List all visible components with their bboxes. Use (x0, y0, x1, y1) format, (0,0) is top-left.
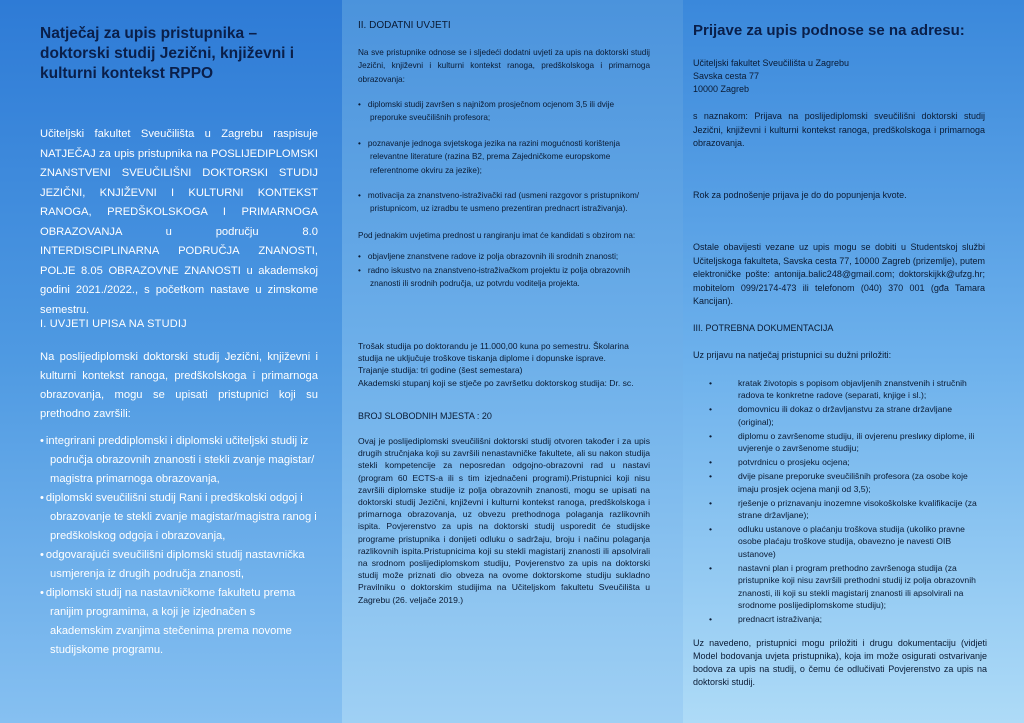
documents-footer: Uz navedeno, pristupnici mogu priložiti i drugu dokumentaciju (vidjeti Model bodovanja uvjeta pristupnika), koja im može osigurati ostvarivanje bodova za upis na studij, o čemu će odlučivati Povjerenstvo za upis na doktorski studij. (693, 638, 987, 687)
degree-text: Akademski stupanj koji se stječe po završetku doktorskog studija: Dr. sc. (358, 377, 634, 388)
cost-block (358, 340, 650, 389)
admission-list (40, 432, 318, 660)
page-title: Natječaj za upis pristupnika – doktorski studij Jezični, književni i kulturni kontekst RPPO (40, 25, 295, 82)
list-item: • diplomski studij na nastavničkome fakultetu prema ranijim programima, a koji je izjednačen s akademskim zvanjima stečenima prema novome studijskome programu. (40, 584, 318, 660)
section-heading-documents: III. POTREBNA DOKUMENTACIJA (693, 323, 834, 333)
list-item: • poznavanje jednoga svjetskoga jezika na razini mogućnosti korištenja relevantne literature (razina B2, prema Zajedničkome europskome referentnome okviru za jezike); (358, 137, 650, 177)
list-item: • kratak životopis s popisom objavljenih znanstvenih i stručnih radova te konkretne radove (separati, knjige i sl.); (709, 377, 987, 402)
list-item: • prednacrt istraživanja; (709, 613, 987, 625)
places-heading: BROJ SLOBODNIH MJESTA : 20 (358, 411, 492, 421)
address-line: Učiteljski fakultet Sveučilišta u Zagrebu (693, 58, 850, 68)
list-item: • diplomu o završenome studiju, ili ovjerenu preslику diplome, ili uvjerenje o završenome studiju; (709, 430, 987, 455)
intro-paragraph: Učiteljski fakultet Sveučilišta u Zagrebu raspisuje NATJEČAJ za upis pristupnika na POSLIJEDIPLOMSKI ZNANSTVENI SVEUČILIŠNI DOKTORSKI STUDIJ JEZIČNI, KNJIŽEVNI I KULTURNI KONTEKST RANOGA, PREDŠKOLSKOGA I PRIMARNOGA OBRAZOVANJA u području 8.0 INTERDISCIPLINARNA PODRUČJA ZNANOSTI, POLJE 8.05 OBRAZOVNE ZNANOSTI u akademskoj godini 2021./2022., s početkom nastave u zimskome semestru. (40, 128, 318, 316)
list-item: • objavljene znanstvene radove iz polja obrazovnih ili srodnih znanosti; (358, 250, 650, 263)
preference-text: Pod jednakim uvjetima prednost u rangiranju imat će kandidati s obzirom na: (358, 231, 636, 240)
applications-title: Prijave za upis podnose se na adresu: (693, 22, 965, 39)
list-item: • odgovarajući sveučilišni diplomski studij nastavnička usmjerenja iz drugih područja znanosti, (40, 546, 318, 584)
list-item: • radno iskustvo na znanstveno-istraživačkom projektu iz polja obrazovnih znanosti ili srodnih područja, uz potvrdu voditelja projekta. (358, 264, 650, 290)
documents-intro: Uz prijavu na natječaj pristupnici su dužni priložiti: (693, 350, 892, 360)
cost-text: Trošak studija po doktorandu je 11.000,00 kuna po semestru. Školarina studija ne uključuje troškove tiskanja diplome i dopunske isprave. (358, 341, 629, 364)
study-info-paragraph: Ovaj je poslijediplomski sveučilišni doktorski studij otvoren također i za upis drugih stručnjaka koji su završili nenastavničke fakultete, ali su nakon studija stekli kompetencije za neposredan odgojno-obrazovni rad u nastavi (program 60 ECTS-a ili s tim izjednačeni programi).Pristupnici koji nisu završili diplomske studije iz polja obrazovnih znanosti, mogu se upisati na doktorski studij Jezični, književni i kulturni kontekst ranoga, predškolskoga i primarnoga obrazovanja, uz obvezu prethodnoga polaganja razlikovnih ispita. Povjerenstvo za upis na doktorski studij usporedit će studijske programe pristupnika i donijeti odluku o sadržaju, broju i načinu polaganja razlikovnih ispita.Pristupnicima koji su stekli magistarij znanosti ili apsolvirali na srodnom poslijediplomskom studiju, Povjerenstvo za upis na doktorski studij može priznati dio obveza na ovome doktorskome studiju sukladno Pravilniku o doktorskim studijima na Učiteljskom fakultetu Sveučilišta u Zagrebu (26. veljače 2019.) (358, 436, 650, 605)
left-panel (0, 0, 342, 723)
section-heading-admission: I. UVJETI UPISA NA STUDIJ (40, 318, 187, 330)
admission-text: Na poslijediplomski doktorski studij Jezični, književni i kulturni kontekst ranoga, predškolskoga i primarnoga obrazovanja, mogu se upisati pristupnici koji su prethodno završili: (40, 351, 318, 420)
additional-intro: Na sve pristupnike odnose se i sljedeći dodatni uvjeti za upis na doktorski studij Jezični, književni i kulturni kontekst ranoga, predškolskoga i primarnoga obrazovanja: (358, 48, 650, 84)
list-item: • diplomski studij završen s najnižom prosječnom ocjenom 3,5 ili dvije preporuke sveučilišnih profesora; (358, 98, 650, 125)
preference-list (358, 250, 650, 291)
additional-conditions-list (358, 98, 650, 228)
list-item: • odluku ustanove o plaćanju troškova studija (ukoliko pravne osobe plaćaju troškove studija, obavezno je navesti OIB ustanove) (709, 523, 987, 560)
list-item: • dvije pisane preporuke sveučilišnih profesora (za osobe koje imaju prosjek ocjena manji od 3,5); (709, 470, 987, 495)
contact-info: Ostale obavijesti vezane uz upis mogu se dobiti u Studentskoj službi Učiteljskoga fakulteta, Savska cesta 77, 10000 Zagreb (prizemlje), putem elektroničke pošte: antonija.balic248@gmail.com; doktorskijkk@ufzg.hr; mobitelom 099/2174-473 ili telefonom (040) 370 001 (gđa Tamara Kancijan). (693, 242, 985, 307)
list-item: • rješenje o priznavanju inozemne visokoškolske kvalifikacije (za strane državljane); (709, 497, 987, 522)
address-line: Savska cesta 77 (693, 71, 760, 81)
duration-text: Trajanje studija: tri godine (šest semestara) (358, 365, 523, 376)
list-item: • diplomski sveučilišni studij Rani i predškolski odgoj i obrazovanje te stekli zvanje magistar/magistra ranog i predškolskog odgoja i obrazovanja, (40, 489, 318, 546)
list-item: • motivacija za znanstveno-istraživački rad (usmeni razgovor s pristupnikom/ pristupnicom, uz izradbu te usmeno prezentiran prednacrt istraživanja). (358, 189, 650, 216)
documents-list (709, 377, 987, 627)
application-note: s naznakom: Prijava na poslijediplomski sveučilišni doktorski studij Jezični, književni i kulturni kontekst ranoga, predškolskoga i primarnoga obrazovanja. (693, 111, 985, 149)
section-heading-additional: II. DODATNI UVJETI (358, 20, 451, 31)
list-item: • nastavni plan i program prethodno završenoga studija (za pristupnike koji nisu završili prethodni studij iz polja obrazovnih znanosti, ili koji su stekli magistarij znanosti ili apsolvirali na srodnome poslijediplomskome studiju); (709, 562, 987, 612)
middle-panel (342, 0, 683, 723)
list-item: • integrirani preddiplomski i diplomski učiteljski studij iz područja obrazovnih znanosti i stekli zvanje magistar/ magistra primarnoga obrazovanja, (40, 432, 318, 489)
list-item: • potvrdnicu o prosjeku ocjena; (709, 456, 987, 468)
address-block (693, 57, 849, 96)
list-item: • domovnicu ili dokaz o državljanstvu za strane državljane (original); (709, 403, 987, 428)
deadline-text: Rok za podnošenje prijava je do do popunjenja kvote. (693, 190, 907, 200)
right-panel (683, 0, 1024, 723)
address-line: 10000 Zagreb (693, 84, 750, 94)
